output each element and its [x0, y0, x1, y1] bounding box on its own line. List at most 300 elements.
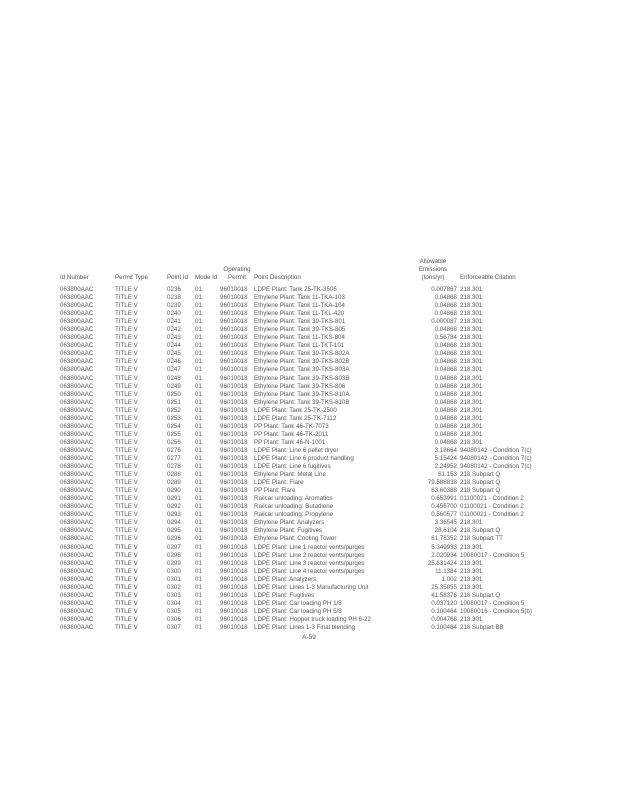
cell-permit-type: TITLE V	[115, 583, 138, 591]
cell-point-id: 0248	[167, 374, 181, 382]
cell-point-id: 0303	[167, 591, 181, 599]
cell-permit-type: TITLE V	[115, 551, 138, 559]
cell-point-id: 0302	[167, 583, 181, 591]
cell-permit-type: TITLE V	[115, 567, 138, 575]
cell-point-description: Ethylene Plant: Tank 11-TKL-420	[254, 310, 345, 318]
cell-point-description: LDPE Plant: Line 6 pellet dryer	[254, 446, 339, 454]
cell-allowable-emissions: 0.04868	[434, 326, 457, 334]
cell-enforceable-citation: 218.301	[460, 334, 483, 342]
cell-point-id: 0253	[167, 414, 181, 422]
cell-id-number: 063800AAC	[60, 599, 94, 607]
table-row	[60, 600, 583, 608]
cell-enforceable-citation: 218.301	[460, 342, 483, 350]
cell-enforceable-citation: 218.301	[460, 310, 483, 318]
cell-operating-permit: 96010018	[220, 463, 248, 471]
table-row	[60, 535, 583, 543]
cell-allowable-emissions: 61.76352	[431, 535, 457, 543]
cell-mode-id: 01	[195, 430, 202, 438]
table-row	[60, 439, 583, 447]
cell-point-id: 0240	[167, 310, 181, 318]
cell-enforceable-citation: 218 Subpart Q	[460, 527, 501, 535]
cell-mode-id: 01	[195, 406, 202, 414]
cell-point-description: LDPE Plant: Analyzers	[254, 575, 317, 583]
table-row	[60, 391, 583, 399]
table-row	[60, 375, 583, 383]
cell-id-number: 063800AAC	[60, 398, 94, 406]
cell-allowable-emissions: 0.04868	[434, 438, 457, 446]
table-row	[60, 560, 583, 568]
table-row	[60, 431, 583, 439]
cell-point-id: 0290	[167, 487, 181, 495]
cell-allowable-emissions: 2.24952	[434, 463, 457, 471]
cell-point-id: 0247	[167, 366, 181, 374]
cell-enforceable-citation: 218.301	[460, 326, 483, 334]
table-row	[60, 318, 583, 326]
table-row	[60, 487, 583, 495]
cell-enforceable-citation: 218.301	[460, 567, 483, 575]
cell-mode-id: 01	[195, 527, 202, 535]
cell-point-description: LDPE Plant: Line 1 reactor vents/purges	[254, 543, 365, 551]
cell-mode-id: 01	[195, 535, 202, 543]
table-row	[60, 511, 583, 519]
cell-enforceable-citation: 218.301	[460, 438, 483, 446]
cell-enforceable-citation: 218.301	[460, 294, 483, 302]
table-row	[60, 552, 583, 560]
cell-operating-permit: 96010018	[220, 559, 248, 567]
cell-enforceable-citation: 218.301	[460, 406, 483, 414]
cell-point-description: Railcar unloading: Aromatics	[254, 495, 333, 503]
cell-permit-type: TITLE V	[115, 302, 138, 310]
table-row	[60, 286, 583, 294]
cell-operating-permit: 96010018	[220, 310, 248, 318]
cell-id-number: 063800AAC	[60, 575, 94, 583]
cell-mode-id: 01	[195, 294, 202, 302]
cell-operating-permit: 96010018	[220, 455, 248, 462]
cell-id-number: 063800AAC	[60, 350, 94, 358]
cell-id-number: 063800AAC	[60, 495, 94, 503]
cell-allowable-emissions: 0.000087	[431, 318, 457, 326]
cell-allowable-emissions: 63.60388	[431, 487, 457, 495]
cell-mode-id: 01	[195, 519, 202, 527]
header-operating-permit: Operating Permit	[223, 266, 251, 281]
table-row	[60, 383, 583, 391]
cell-allowable-emissions: 0.04868	[434, 414, 457, 422]
cell-id-number: 063800AAC	[60, 294, 94, 302]
cell-id-number: 063800AAC	[60, 358, 94, 366]
cell-mode-id: 01	[195, 543, 202, 551]
cell-point-description: LDPE Plant: Tank 25-TK-2500	[254, 406, 337, 414]
cell-point-description: LDPE Plant: Line 2 reactor vents/purges	[254, 551, 365, 559]
table-row	[60, 519, 583, 527]
cell-id-number: 063800AAC	[60, 438, 94, 446]
cell-id-number: 063800AAC	[60, 302, 94, 310]
table-row	[60, 495, 583, 503]
cell-enforceable-citation: 218 Subpart TT	[460, 535, 503, 543]
cell-point-description: Ethylene Plant: Tank 11-TKA-103	[254, 294, 345, 302]
cell-point-description: Ethylene Plant: Tank 39-TKS-806	[254, 382, 346, 390]
cell-permit-type: TITLE V	[115, 527, 138, 535]
cell-point-id: 0276	[167, 446, 181, 454]
cell-enforceable-citation: 218.301	[460, 575, 483, 583]
cell-enforceable-citation: 218.301	[460, 286, 483, 294]
cell-permit-type: TITLE V	[115, 535, 138, 543]
cell-permit-type: TITLE V	[115, 615, 138, 623]
cell-enforceable-citation: 218.301	[460, 350, 483, 358]
cell-mode-id: 01	[195, 511, 202, 519]
cell-id-number: 063800AAC	[60, 430, 94, 438]
cell-allowable-emissions: 0.04868	[434, 342, 457, 350]
cell-permit-type: TITLE V	[115, 487, 138, 495]
table-header-row	[60, 258, 583, 286]
cell-point-id: 0300	[167, 567, 181, 575]
cell-enforceable-citation: 218.301	[460, 583, 483, 591]
cell-point-id: 0254	[167, 422, 181, 430]
cell-operating-permit: 96010018	[220, 591, 248, 599]
cell-operating-permit: 96010018	[220, 350, 248, 358]
cell-permit-type: TITLE V	[115, 334, 138, 342]
cell-operating-permit: 96010018	[220, 374, 248, 382]
table-row	[60, 576, 583, 584]
cell-allowable-emissions: 0.04868	[434, 358, 457, 366]
table-row	[60, 334, 583, 342]
cell-point-id: 0278	[167, 463, 181, 471]
cell-mode-id: 01	[195, 575, 202, 583]
cell-allowable-emissions: 1.002	[441, 575, 457, 583]
cell-allowable-emissions: 0.560577	[431, 511, 457, 519]
cell-mode-id: 01	[195, 326, 202, 334]
cell-operating-permit: 96010018	[220, 543, 248, 551]
cell-operating-permit: 96010018	[220, 503, 248, 511]
cell-point-description: LDPE Plant: Line 3 reactor vents/purges	[254, 559, 365, 567]
cell-permit-type: TITLE V	[115, 422, 138, 430]
cell-id-number: 063800AAC	[60, 559, 94, 567]
cell-id-number: 063800AAC	[60, 318, 94, 326]
cell-enforceable-citation: 218 Subpart Q	[460, 591, 501, 599]
table-row	[60, 326, 583, 334]
cell-enforceable-citation: 218.301	[460, 398, 483, 406]
cell-id-number: 063800AAC	[60, 382, 94, 390]
cell-mode-id: 01	[195, 350, 202, 358]
cell-id-number: 063800AAC	[60, 535, 94, 543]
header-point-description: Point Description	[254, 274, 301, 281]
cell-point-description: Ethylene Plant: Tank 11-TKA-104	[254, 302, 345, 310]
cell-point-id: 0256	[167, 438, 181, 446]
cell-allowable-emissions: 0.653991	[431, 495, 457, 503]
cell-mode-id: 01	[195, 438, 202, 446]
cell-operating-permit: 96010018	[220, 607, 248, 615]
cell-id-number: 063800AAC	[60, 422, 94, 430]
cell-permit-type: TITLE V	[115, 519, 138, 527]
table-body	[60, 286, 583, 632]
header-allowable-emissions: Allowable Emissions (tons/yr)	[418, 258, 448, 281]
cell-mode-id: 01	[195, 479, 202, 487]
cell-operating-permit: 96010018	[220, 519, 248, 527]
cell-operating-permit: 96010018	[220, 398, 248, 406]
cell-id-number: 063800AAC	[60, 463, 94, 471]
cell-allowable-emissions: 25.631424	[427, 559, 457, 567]
cell-id-number: 063800AAC	[60, 366, 94, 374]
cell-permit-type: TITLE V	[115, 479, 138, 487]
cell-id-number: 063800AAC	[60, 390, 94, 398]
cell-enforceable-citation: 218.301	[460, 430, 483, 438]
cell-point-description: Ethylene Plant: Fugitives	[254, 527, 323, 535]
cell-permit-type: TITLE V	[115, 358, 138, 366]
cell-permit-type: TITLE V	[115, 406, 138, 414]
cell-point-description: PP Plant: Tank 46-N-1001	[254, 438, 326, 446]
cell-allowable-emissions: 5.349933	[431, 543, 457, 551]
cell-allowable-emissions: 0.456700	[431, 503, 457, 511]
cell-allowable-emissions: 3.36545	[434, 519, 457, 527]
cell-mode-id: 01	[195, 302, 202, 310]
cell-allowable-emissions: 0.04868	[434, 294, 457, 302]
table-row	[60, 423, 583, 431]
cell-point-id: 0307	[167, 623, 181, 631]
cell-id-number: 063800AAC	[60, 334, 94, 342]
cell-allowable-emissions: 0.100484	[431, 623, 457, 631]
cell-point-description: PP Plant: Tank 46-TK-7073	[254, 422, 329, 430]
cell-enforceable-citation: 218.301	[460, 519, 483, 527]
table-row	[60, 479, 583, 487]
cell-mode-id: 01	[195, 342, 202, 350]
table-row	[60, 294, 583, 302]
cell-point-id: 0304	[167, 599, 181, 607]
cell-permit-type: TITLE V	[115, 543, 138, 551]
cell-point-description: LDPE Plant: Tank 25-TK-7112	[254, 414, 337, 422]
cell-mode-id: 01	[195, 615, 202, 623]
cell-allowable-emissions: 0.04868	[434, 350, 457, 358]
cell-permit-type: TITLE V	[115, 294, 138, 302]
cell-allowable-emissions: 0.56784	[434, 334, 457, 342]
cell-operating-permit: 96010018	[220, 302, 248, 310]
cell-id-number: 063800AAC	[60, 543, 94, 551]
cell-operating-permit: 96010018	[220, 438, 248, 446]
cell-mode-id: 01	[195, 583, 202, 591]
cell-enforceable-citation: 218.301	[460, 615, 483, 623]
cell-enforceable-citation: 218.301	[460, 358, 483, 366]
cell-mode-id: 01	[195, 414, 202, 422]
cell-id-number: 063800AAC	[60, 551, 94, 559]
cell-allowable-emissions: 28.6104	[434, 527, 457, 535]
cell-operating-permit: 96010018	[220, 414, 248, 422]
cell-permit-type: TITLE V	[115, 342, 138, 350]
table-row	[60, 463, 583, 471]
table-row	[60, 584, 583, 592]
table-row	[60, 415, 583, 423]
cell-permit-type: TITLE V	[115, 366, 138, 374]
cell-operating-permit: 96010018	[220, 382, 248, 390]
cell-operating-permit: 96010018	[220, 446, 248, 454]
cell-id-number: 063800AAC	[60, 615, 94, 623]
cell-point-id: 0298	[167, 551, 181, 559]
cell-mode-id: 01	[195, 310, 202, 318]
cell-point-id: 0296	[167, 535, 181, 543]
cell-allowable-emissions: 0.037120	[431, 599, 457, 607]
cell-allowable-emissions: 11.1384	[435, 567, 457, 575]
cell-mode-id: 01	[195, 591, 202, 599]
cell-operating-permit: 96010018	[220, 294, 248, 302]
cell-operating-permit: 96010018	[220, 615, 248, 623]
cell-point-id: 0297	[167, 543, 181, 551]
cell-permit-type: TITLE V	[115, 623, 138, 631]
cell-point-description: Ethylene Plant: Tank 11-TKS-804	[254, 334, 345, 342]
cell-enforceable-citation: 94080142 - Condition 7(c)	[460, 446, 532, 454]
cell-mode-id: 01	[195, 286, 202, 294]
cell-point-id: 0242	[167, 326, 181, 334]
cell-mode-id: 01	[195, 623, 202, 631]
cell-id-number: 063800AAC	[60, 446, 94, 454]
cell-mode-id: 01	[195, 455, 202, 462]
cell-operating-permit: 96010018	[220, 487, 248, 495]
page-number: A-59	[302, 634, 316, 641]
cell-point-description: PP Plant: Tank 46-TK-2011	[254, 430, 329, 438]
table-row	[60, 447, 583, 455]
cell-permit-type: TITLE V	[115, 430, 138, 438]
cell-allowable-emissions: 0.04868	[434, 390, 457, 398]
cell-enforceable-citation: 218.301	[460, 366, 483, 374]
table-row	[60, 350, 583, 358]
cell-point-description: LDPE Plant: Line 4 reactor vents/purges	[254, 567, 365, 575]
cell-permit-type: TITLE V	[115, 591, 138, 599]
cell-allowable-emissions: 0.04868	[434, 366, 457, 374]
cell-permit-type: TITLE V	[115, 326, 138, 334]
cell-operating-permit: 96010018	[220, 567, 248, 575]
cell-permit-type: TITLE V	[115, 310, 138, 318]
cell-id-number: 063800AAC	[60, 326, 94, 334]
cell-mode-id: 01	[195, 487, 202, 495]
cell-enforceable-citation: 218.301	[460, 543, 483, 551]
cell-enforceable-citation: 94080142 - Condition 7(c)	[460, 455, 532, 462]
header-point-id: Point Id	[167, 274, 188, 281]
cell-id-number: 063800AAC	[60, 479, 94, 487]
cell-permit-type: TITLE V	[115, 463, 138, 471]
cell-mode-id: 01	[195, 567, 202, 575]
cell-mode-id: 01	[195, 334, 202, 342]
cell-enforceable-citation: 01100021 - Condition 2	[460, 503, 524, 511]
cell-operating-permit: 96010018	[220, 583, 248, 591]
cell-mode-id: 01	[195, 446, 202, 454]
cell-point-description: LDPE Plant: Hopper truck loading PH 6-22	[254, 615, 371, 623]
cell-point-id: 0306	[167, 615, 181, 623]
table-row	[60, 358, 583, 366]
cell-mode-id: 01	[195, 463, 202, 471]
cell-mode-id: 01	[195, 366, 202, 374]
cell-mode-id: 01	[195, 607, 202, 615]
cell-permit-type: TITLE V	[115, 318, 138, 326]
cell-enforceable-citation: 218 Subpart BB	[460, 623, 504, 631]
cell-id-number: 063800AAC	[60, 342, 94, 350]
table-row	[60, 342, 583, 350]
cell-operating-permit: 96010018	[220, 286, 248, 294]
table-row	[60, 366, 583, 374]
cell-allowable-emissions: 0.04868	[434, 374, 457, 382]
table-row	[60, 399, 583, 407]
cell-enforceable-citation: 218.301	[460, 374, 483, 382]
cell-id-number: 063800AAC	[60, 583, 94, 591]
cell-id-number: 063800AAC	[60, 310, 94, 318]
cell-enforceable-citation: 10080017 - Condition 5	[460, 551, 525, 559]
cell-enforceable-citation: 10080017 - Condition 5	[460, 599, 525, 607]
cell-allowable-emissions: 0.100464	[431, 607, 457, 615]
table-row	[60, 310, 583, 318]
cell-point-description: Ethylene Plant: Tank 39-TKS-803B	[254, 374, 350, 382]
cell-point-id: 0294	[167, 519, 181, 527]
table-row	[60, 503, 583, 511]
cell-point-description: Ethylene Plant: Analyzers	[254, 519, 325, 527]
cell-point-id: 0305	[167, 607, 181, 615]
cell-allowable-emissions: 0.04868	[434, 398, 457, 406]
cell-point-description: Ethylene Plant: Tank 39-TKS-801	[254, 318, 346, 326]
table-row	[60, 624, 583, 632]
cell-point-description: Ethylene Plant: Tank 39-TKS-803A	[254, 366, 350, 374]
cell-permit-type: TITLE V	[115, 559, 138, 567]
cell-mode-id: 01	[195, 551, 202, 559]
cell-mode-id: 01	[195, 390, 202, 398]
cell-mode-id: 01	[195, 382, 202, 390]
header-id-number: Id Number	[60, 274, 89, 281]
cell-permit-type: TITLE V	[115, 382, 138, 390]
cell-permit-type: TITLE V	[115, 414, 138, 422]
cell-point-description: LDPE Plant: Lines 1-3 Manufacturing Unit	[254, 583, 369, 591]
cell-allowable-emissions: 0.04868	[434, 422, 457, 430]
cell-allowable-emissions: 41.58376	[431, 591, 457, 599]
cell-point-description: LDPE Plant: Line 6 fugitives	[254, 463, 331, 471]
cell-point-id: 0299	[167, 559, 181, 567]
cell-point-id: 0236	[167, 286, 181, 294]
cell-id-number: 063800AAC	[60, 567, 94, 575]
cell-enforceable-citation: 218.301	[460, 302, 483, 310]
table-row	[60, 592, 583, 600]
cell-operating-permit: 96010018	[220, 430, 248, 438]
header-enforceable-citation: Enforceable Citation	[460, 274, 516, 281]
cell-id-number: 063800AAC	[60, 414, 94, 422]
cell-point-id: 0239	[167, 302, 181, 310]
cell-point-description: LDPE Plant: Flare	[254, 479, 304, 487]
cell-allowable-emissions: 0.04868	[434, 310, 457, 318]
cell-point-description: Ethylene Plant: Tank 39-TKS-805	[254, 326, 346, 334]
cell-enforceable-citation: 218 Subpart Q	[460, 487, 501, 495]
cell-operating-permit: 96010018	[220, 406, 248, 414]
cell-allowable-emissions: 0.007867	[431, 286, 457, 294]
cell-point-description: Ethylene Plant: Tank 11-TKT-101	[254, 342, 345, 350]
emissions-table	[60, 258, 583, 632]
cell-allowable-emissions: 79.588838	[427, 479, 457, 487]
cell-point-id: 0301	[167, 575, 181, 583]
cell-permit-type: TITLE V	[115, 471, 138, 479]
cell-id-number: 063800AAC	[60, 286, 94, 294]
cell-mode-id: 01	[195, 471, 202, 479]
cell-point-description: Railcar unloading: Propylene	[254, 511, 334, 519]
cell-permit-type: TITLE V	[115, 575, 138, 583]
cell-operating-permit: 96010018	[220, 479, 248, 487]
table-row	[60, 608, 583, 616]
cell-id-number: 063800AAC	[60, 623, 94, 631]
cell-permit-type: TITLE V	[115, 503, 138, 511]
cell-point-id: 0243	[167, 334, 181, 342]
table-row	[60, 544, 583, 552]
cell-point-description: PP Plant: Flare	[254, 487, 296, 495]
table-row	[60, 302, 583, 310]
cell-id-number: 063800AAC	[60, 591, 94, 599]
cell-mode-id: 01	[195, 398, 202, 406]
cell-operating-permit: 96010018	[220, 495, 248, 503]
cell-permit-type: TITLE V	[115, 286, 138, 294]
cell-id-number: 063800AAC	[60, 374, 94, 382]
cell-id-number: 063800AAC	[60, 471, 94, 479]
cell-point-id: 0246	[167, 358, 181, 366]
cell-id-number: 063800AAC	[60, 519, 94, 527]
cell-id-number: 063800AAC	[60, 511, 94, 519]
cell-point-description: LDPE Plant: Car loading PH 1/8	[254, 599, 342, 607]
